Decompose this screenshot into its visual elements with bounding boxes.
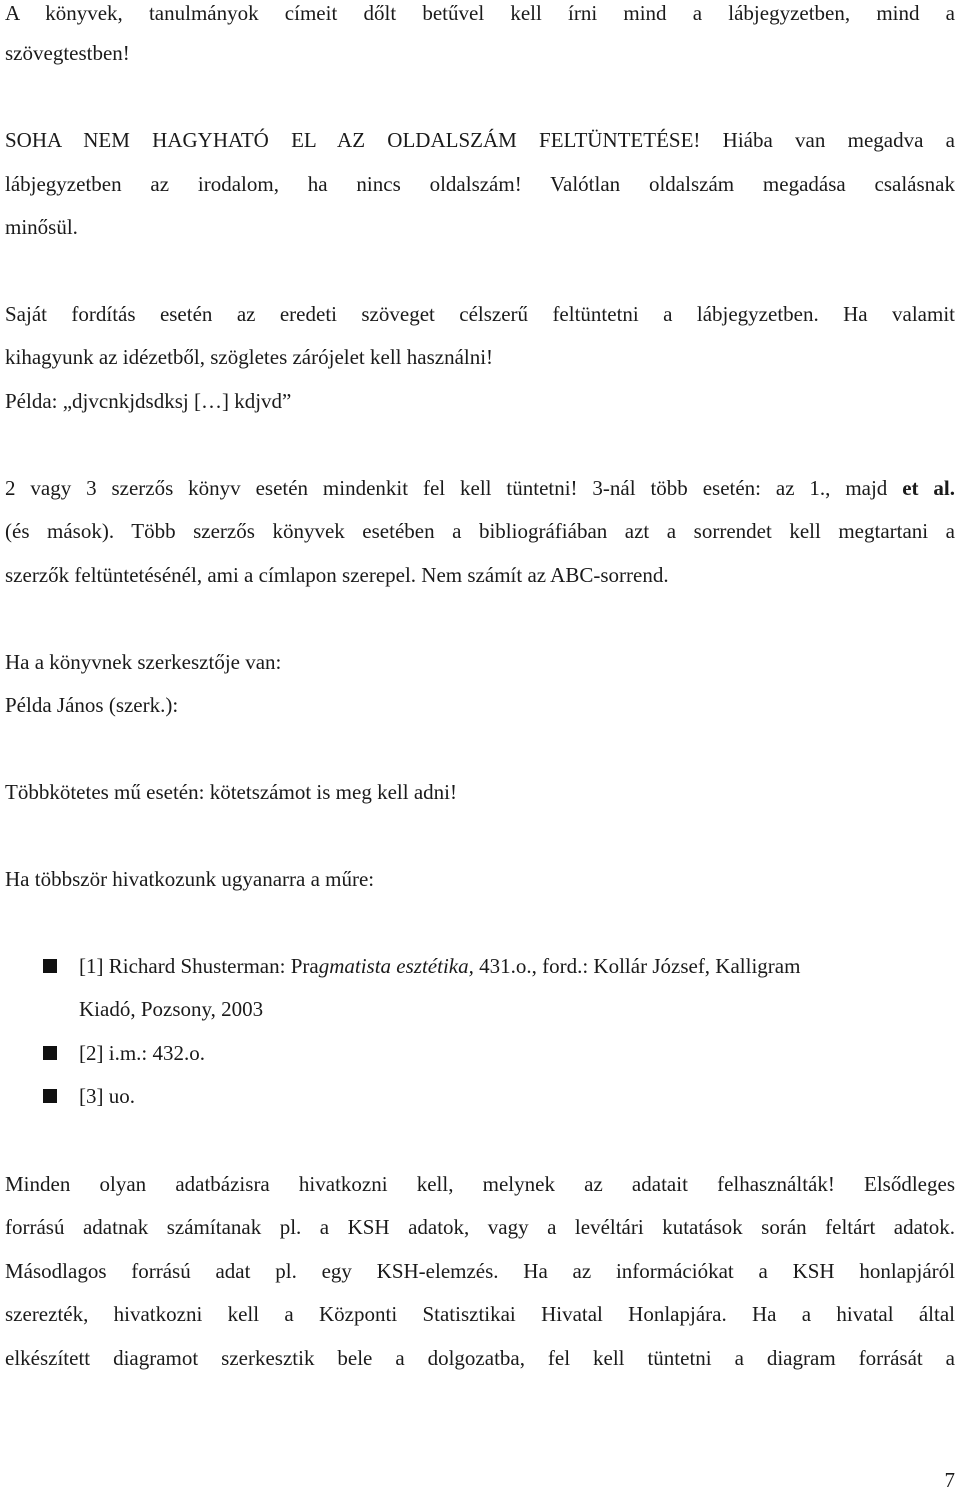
paragraph2-line2: lábjegyzetben az irodalom, ha nincs oldalszám! Valótlan oldalszám megadása csalásnak bbox=[5, 172, 955, 196]
bullet-square-icon bbox=[43, 959, 57, 973]
list-item-1-line2: Kiadó, Pozsony, 2003 bbox=[79, 997, 264, 1021]
page-number: 7 bbox=[944, 1468, 955, 1492]
list-item-1-author: [1] Richard Shusterman: Pra bbox=[79, 954, 319, 978]
paragraph4-line1-text: 2 vagy 3 szerzős könyv esetén mindenkit fel kell tüntetni! 3-nál több esetén: az 1., majd bbox=[5, 476, 903, 500]
list-item-3: [3] uo. bbox=[79, 1084, 135, 1108]
paragraph8-line5: elkészített diagramot szerkesztik bele a dolgozatba, fel kell tüntetni a diagram forrását a bbox=[5, 1346, 955, 1370]
paragraph8-line1: Minden olyan adatbázisra hivatkozni kell, melynek az adatait felhasználták! Elsődleges bbox=[5, 1172, 955, 1196]
paragraph4-line3: szerzők feltüntetésénél, ami a címlapon szerepel. Nem számít az ABC-sorrend. bbox=[5, 563, 669, 587]
list-item-1-title: gmatista esztétika, bbox=[318, 954, 474, 978]
paragraph5-line2: Példa János (szerk.): bbox=[5, 693, 179, 717]
paragraph2-line1: SOHA NEM HAGYHATÓ EL AZ OLDALSZÁM FELTÜNTETÉSE! Hiába van megadva a bbox=[5, 128, 955, 152]
paragraph8-line4: szerezték, hivatkozni kell a Központi Statisztikai Hivatal Honlapjára. Ha a hivatal által bbox=[5, 1302, 955, 1326]
paragraph8-line3: Másodlagos forrású adat pl. egy KSH-elemzés. Ha az információkat a KSH honlapjáról bbox=[5, 1259, 955, 1283]
paragraph4-line2: (és mások). Több szerzős könyvek esetében a bibliográfiában azt a sorrendet kell megtartani a bbox=[5, 519, 955, 543]
paragraph3-line2: kihagyunk az idézetből, szögletes zárójelet kell használni! bbox=[5, 345, 494, 369]
list-item-1-rest: 431.o., ford.: Kollár József, Kalligram bbox=[473, 954, 801, 978]
list-item-1 bbox=[79, 953, 800, 979]
paragraph6-line1: Többkötetes mű esetén: kötetszámot is meg kell adni! bbox=[5, 780, 457, 804]
list-item-2: [2] i.m.: 432.o. bbox=[79, 1041, 205, 1065]
bullet-square-icon bbox=[43, 1046, 57, 1060]
paragraph5-line1: Ha a könyvnek szerkesztője van: bbox=[5, 650, 282, 674]
paragraph3-line1: Saját fordítás esetén az eredeti szöveget célszerű feltüntetni a lábjegyzetben. Ha valamit bbox=[5, 302, 955, 326]
paragraph1-line2: szövegtestben! bbox=[5, 41, 130, 65]
bullet-square-icon bbox=[43, 1089, 57, 1103]
paragraph3-example: Példa: „djvcnkjdsdksj […] kdjvd” bbox=[5, 389, 292, 413]
paragraph4-line1 bbox=[5, 475, 955, 501]
paragraph8-line2: forrású adatnak számítanak pl. a KSH adatok, vagy a levéltári kutatások során feltárt adatok. bbox=[5, 1215, 955, 1239]
paragraph7-line1: Ha többször hivatkozunk ugyanarra a műre: bbox=[5, 867, 375, 891]
et-al-bold: et al. bbox=[902, 476, 955, 500]
paragraph2-line3: minősül. bbox=[5, 215, 78, 239]
paragraph1-line1: A könyvek, tanulmányok címeit dőlt betűvel kell írni mind a lábjegyzetben, mind a bbox=[5, 1, 955, 25]
